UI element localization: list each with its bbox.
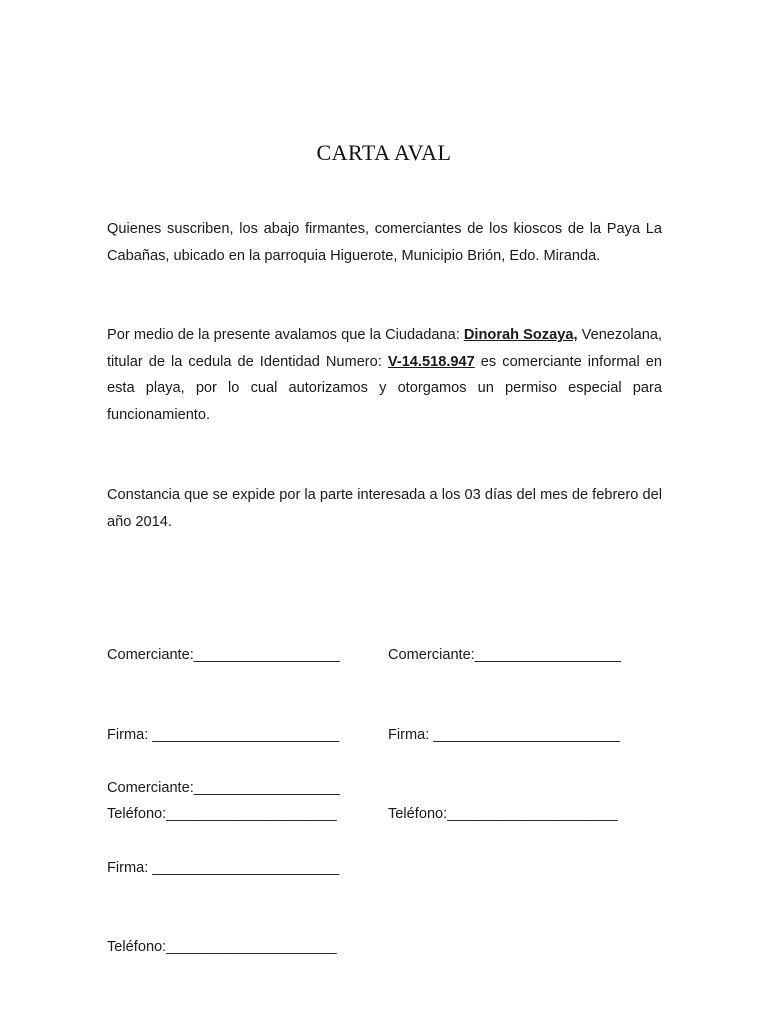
- certificate-paragraph: Constancia que se expide por la parte interesada a los 03 días del mes de febrero del año 2014.: [107, 487, 662, 530]
- id-number: V-14.518.947: [387, 353, 475, 370]
- document-title: CARTA AVAL: [316, 140, 452, 165]
- signature-field: Firma: _______________________: [107, 726, 340, 743]
- intro-paragraph: Quienes suscriben, los abajo firmantes, comerciantes de los kioscos de la Paya La Cabañas, ubicado en la parroquia Higuerote, Municipio Brión, Edo. Miranda.: [107, 221, 662, 264]
- phone-field: Teléfono:_____________________: [107, 939, 337, 955]
- endorsement-text-3: es comerciante informal en esta playa, por lo cual autorizamos y otorgamos un permiso especial para funcionamiento.: [107, 353, 663, 423]
- signature-field: Firma: _______________________: [388, 726, 621, 743]
- merchant-field: Comerciante:__________________: [107, 780, 340, 796]
- endorsement-text-2: Venezolana, titular de la cedula de Identidad Numero:: [107, 327, 662, 370]
- merchant-field: Comerciante:__________________: [107, 647, 340, 663]
- signature-block: [388, 589, 621, 881]
- signature-block: [107, 722, 340, 1014]
- phone-field: Teléfono:_____________________: [107, 806, 337, 822]
- signature-field: Firma: _______________________: [107, 859, 340, 876]
- phone-field: Teléfono:_____________________: [388, 806, 618, 822]
- citizen-name: Dinorah Sozaya,: [463, 327, 578, 343]
- endorsement-text-1: Por medio de la presente avalamos que la Ciudadana:: [107, 327, 464, 343]
- endorsement-paragraph: [107, 322, 662, 428]
- merchant-field: Comerciante:__________________: [388, 647, 621, 663]
